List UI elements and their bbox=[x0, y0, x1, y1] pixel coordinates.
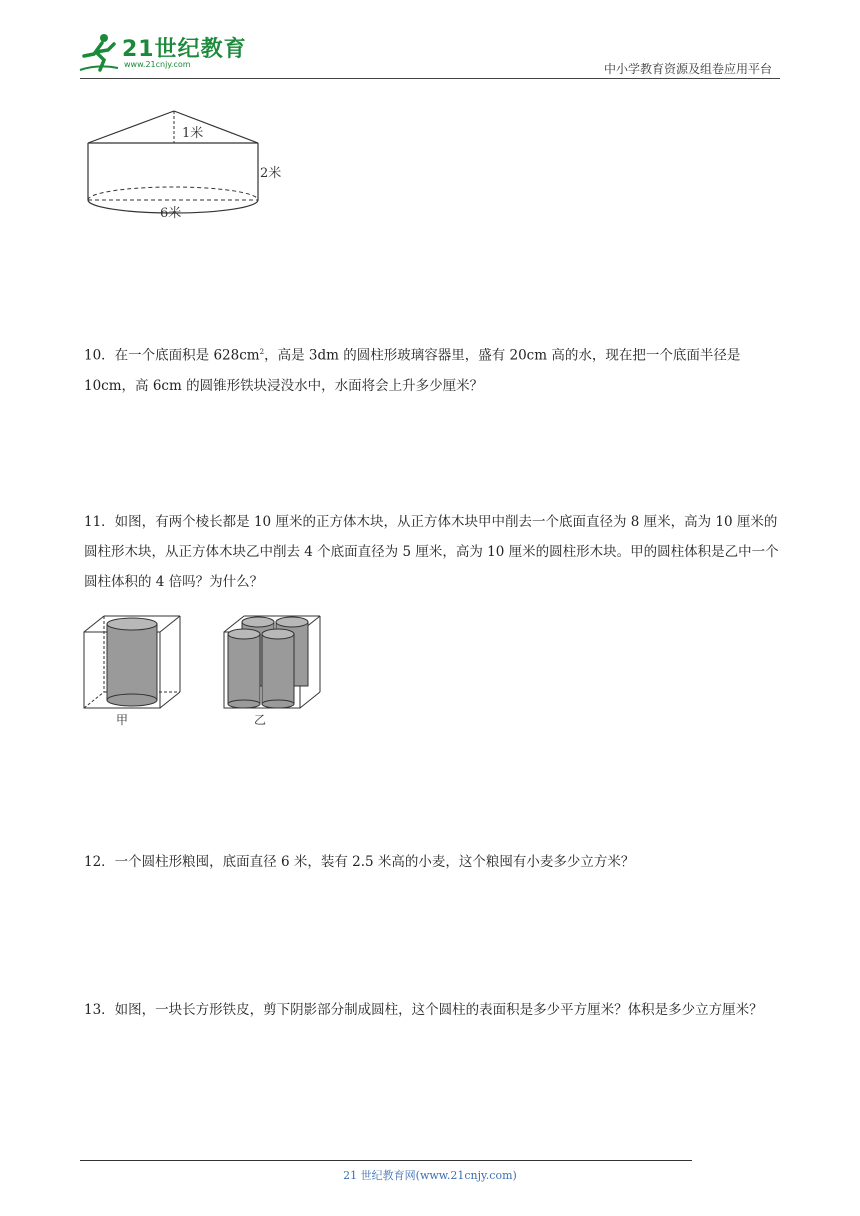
label-jia: 甲 bbox=[116, 713, 129, 727]
figure-cylinder-cone bbox=[80, 105, 300, 230]
footer-text: 21 世纪教育网(www.21cnjy.com) bbox=[343, 1169, 517, 1182]
logo-text: 21世纪教育 bbox=[122, 37, 247, 62]
question-10-sup: 2 bbox=[259, 348, 265, 356]
figure-cube-yi bbox=[220, 612, 330, 730]
logo-url: www.21cnjy.com bbox=[124, 60, 191, 69]
label-yi: 乙 bbox=[254, 713, 267, 727]
label-6m: 6米 bbox=[160, 206, 182, 221]
label-2m: 2米 bbox=[260, 166, 282, 181]
question-10 bbox=[84, 337, 784, 401]
page-header bbox=[0, 0, 860, 80]
header-platform-title: 中小学教育资源及组卷应用平台 bbox=[603, 62, 772, 76]
question-10-text-b: ，高是 3dm 的圆柱形玻璃容器里，盛有 20cm 高的水，现在把一个底面半径是 10cm，高 6cm 的圆锥形铁块浸没水中，水面将会上升多少厘米？ bbox=[84, 347, 741, 394]
header-divider bbox=[80, 78, 780, 79]
question-10-text-a: 10．在一个底面积是 628cm bbox=[84, 347, 260, 364]
question-11: 11．如图，有两个棱长都是 10 厘米的正方体木块，从正方体木块甲中削去一个底面直径为 8 厘米，高为 10 厘米的圆柱形木块，从正方体木块乙中削去 4 个底面直径为 5 厘米，高为 10 厘米的圆柱形木块。甲的圆柱体积是乙中一个圆柱体积的 4 倍吗？为什么？ bbox=[84, 514, 779, 590]
label-1m: 1米 bbox=[182, 126, 204, 141]
logo bbox=[78, 30, 258, 80]
question-12: 12．一个圆柱形粮囤，底面直径 6 米，装有 2.5 米高的小麦，这个粮囤有小麦多少立方米？ bbox=[84, 854, 635, 870]
question-13: 13．如图，一块长方形铁皮，剪下阴影部分制成圆柱，这个圆柱的表面积是多少平方厘米？体积是多少立方厘米？ bbox=[84, 1002, 763, 1018]
footer-divider bbox=[80, 1160, 692, 1161]
figure-cube-jia bbox=[80, 612, 190, 730]
runner-logo-icon bbox=[78, 30, 122, 74]
